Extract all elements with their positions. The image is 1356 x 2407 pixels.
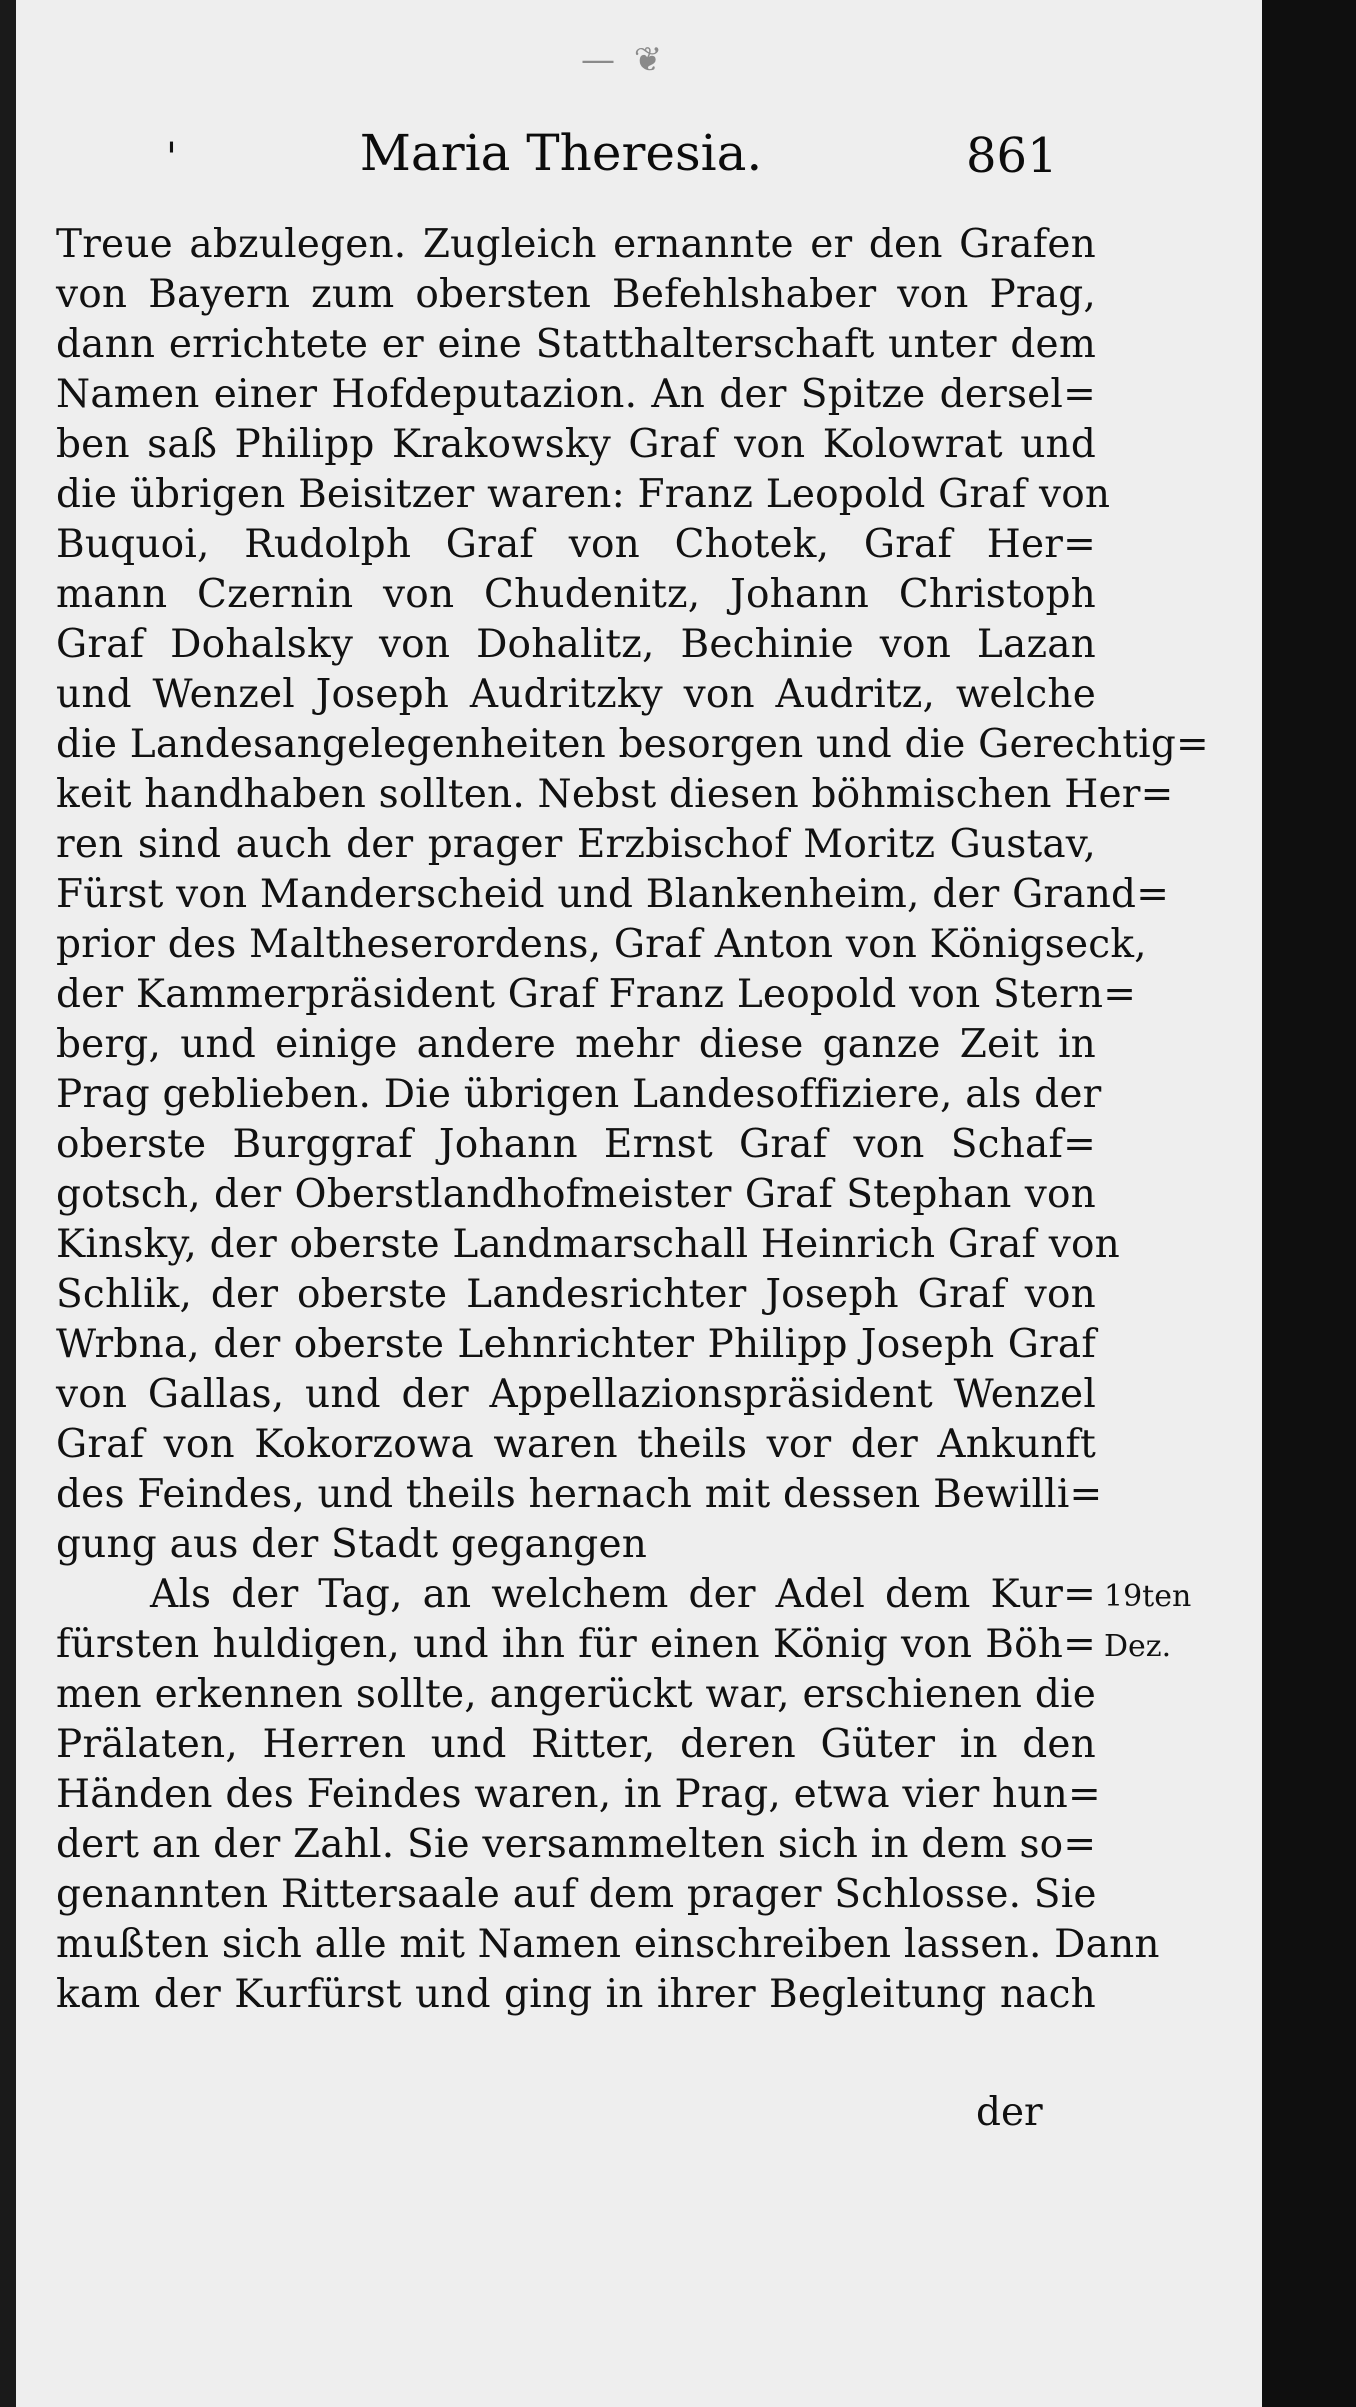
- text-line: die Landesangelegenheiten besorgen und die Gerechtig=: [56, 722, 1209, 767]
- text-line: men erkennen sollte, angerückt war, erschienen die: [56, 1672, 1096, 1717]
- running-title: Maria Theresia.: [359, 124, 763, 182]
- text-line: Händen des Feindes waren, in Prag, etwa vier hun=: [56, 1772, 1101, 1817]
- text-line: die übrigen Beisitzer waren: Franz Leopold Graf von: [56, 472, 1111, 517]
- text-line: gotsch, der Oberstlandhofmeister Graf Stephan von: [56, 1172, 1096, 1217]
- text-line: Graf Dohalsky von Dohalitz, Bechinie von Lazan: [56, 622, 1096, 667]
- text-line: oberste Burggraf Johann Ernst Graf von Schaf=: [56, 1122, 1096, 1167]
- text-line: von Bayern zum obersten Befehlshaber von Prag,: [56, 272, 1096, 317]
- text-line: Prälaten, Herren und Ritter, deren Güter in den: [56, 1722, 1096, 1767]
- margin-note-month: Dez.: [1104, 1629, 1172, 1664]
- text-line: Fürst von Manderscheid und Blankenheim, der Grand=: [56, 872, 1170, 917]
- text-line: Graf von Kokorzowa waren theils vor der Ankunft: [56, 1422, 1096, 1467]
- text-line: des Feindes, und theils hernach mit dessen Bewilli=: [56, 1472, 1103, 1517]
- paper-sheet: [16, 0, 1262, 2407]
- text-line: genannten Rittersaale auf dem prager Schlosse. Sie: [56, 1872, 1097, 1917]
- text-line: berg, und einige andere mehr diese ganze Zeit in: [56, 1022, 1096, 1067]
- text-line: von Gallas, und der Appellazionspräsident Wenzel: [56, 1372, 1096, 1417]
- text-line: mann Czernin von Chudenitz, Johann Christoph: [56, 572, 1096, 617]
- text-line: gung aus der Stadt gegangen: [56, 1522, 648, 1567]
- text-line: Wrbna, der oberste Lehnrichter Philipp Joseph Graf: [56, 1322, 1096, 1367]
- text-line: und Wenzel Joseph Audritzky von Audritz, welche: [56, 672, 1096, 717]
- text-line: Buquoi, Rudolph Graf von Chotek, Graf Her=: [56, 522, 1096, 567]
- margin-note-date: 19ten: [1104, 1579, 1192, 1614]
- text-line: Prag geblieben. Die übrigen Landesoffiziere, als der: [56, 1072, 1102, 1117]
- text-line: fürsten huldigen, und ihn für einen König von Böh=: [56, 1622, 1096, 1667]
- page-number: 861: [966, 128, 1058, 184]
- header-ornament: — ❦: [581, 40, 667, 80]
- header-tick-mark: ': [166, 135, 177, 181]
- text-line: dert an der Zahl. Sie versammelten sich in dem so=: [56, 1822, 1097, 1867]
- text-line: Namen einer Hofdeputazion. An der Spitze dersel=: [56, 372, 1096, 417]
- text-line: ben saß Philipp Krakowsky Graf von Kolowrat und: [56, 422, 1096, 467]
- text-line: ren sind auch der prager Erzbischof Moritz Gustav,: [56, 822, 1096, 867]
- text-line: keit handhaben sollten. Nebst diesen böhmischen Her=: [56, 772, 1174, 817]
- text-line: der Kammerpräsident Graf Franz Leopold von Stern=: [56, 972, 1137, 1017]
- text-line: Als der Tag, an welchem der Adel dem Kur=: [150, 1572, 1096, 1617]
- text-line: prior des Maltheserordens, Graf Anton von Königseck,: [56, 922, 1147, 967]
- text-line: dann errichtete er eine Statthalterschaft unter dem: [56, 322, 1096, 367]
- text-line: mußten sich alle mit Namen einschreiben lassen. Dann: [56, 1922, 1160, 1967]
- text-line: Schlik, der oberste Landesrichter Joseph Graf von: [56, 1272, 1096, 1317]
- catchword: der: [976, 2090, 1043, 2135]
- text-line: Treue abzulegen. Zugleich ernannte er den Grafen: [56, 222, 1096, 267]
- text-line: Kinsky, der oberste Landmarschall Heinrich Graf von: [56, 1222, 1120, 1267]
- text-line: kam der Kurfürst und ging in ihrer Begleitung nach: [56, 1972, 1096, 2017]
